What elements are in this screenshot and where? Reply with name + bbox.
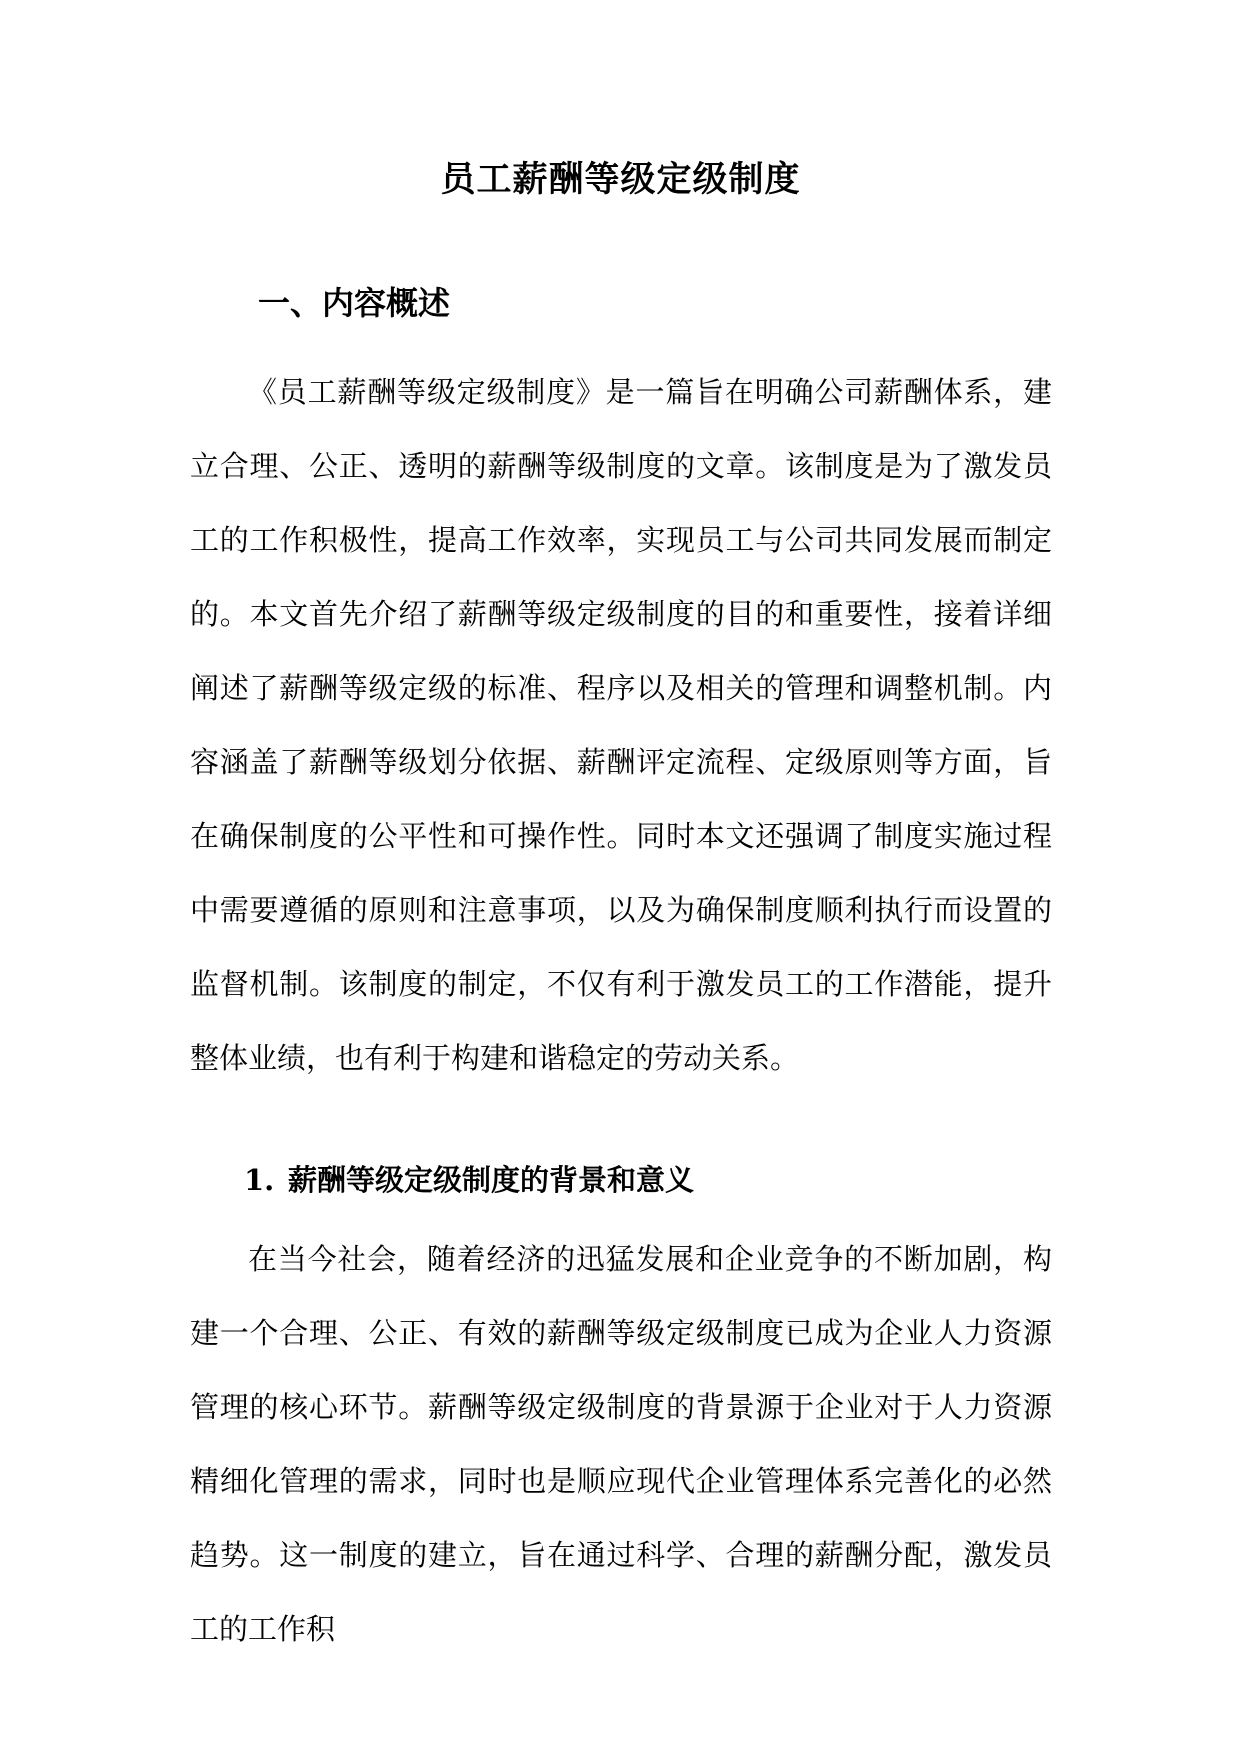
subsection-number: 1. bbox=[244, 1163, 275, 1197]
subsection-paragraph: 在当今社会，随着经济的迅猛发展和企业竞争的不断加剧，构建一个合理、公正、有效的薪酬等级定级制度已成为企业人力资源管理的核心环节。薪酬等级定级制度的背景源于企业对于人力资源精细化管理的需求，同时也是顺应现代企业管理体系完善化的必然趋势。这一制度的建立，旨在通过科学、合理的薪酬分配，激发员工的工作积 bbox=[190, 1242, 1052, 1646]
section-heading: 一、内容概述 bbox=[258, 284, 451, 322]
subsection-heading bbox=[244, 1155, 694, 1205]
section-paragraph: 《员工薪酬等级定级制度》是一篇旨在明确公司薪酬体系，建立合理、公正、透明的薪酬等级制度的文章。该制度是为了激发员工的工作积极性，提高工作效率，实现员工与公司共同发展而制定的。本文首先介绍了薪酬等级定级制度的目的和重要性，接着详细阐述了薪酬等级定级的标准、程序以及相关的管理和调整机制。内容涵盖了薪酬等级划分依据、薪酬评定流程、定级原则等方面，旨在确保制度的公平性和可操作性。同时本文还强调了制度实施过程中需要遵循的原则和注意事项，以及为确保制度顺利执行而设置的监督机制。该制度的制定，不仅有利于激发员工的工作潜能，提升整体业绩，也有利于构建和谐稳定的劳动关系。 bbox=[190, 375, 1052, 1075]
subsection-heading-text: 薪酬等级定级制度的背景和意义 bbox=[288, 1163, 695, 1197]
document-title: 员工薪酬等级定级制度 bbox=[440, 159, 801, 200]
